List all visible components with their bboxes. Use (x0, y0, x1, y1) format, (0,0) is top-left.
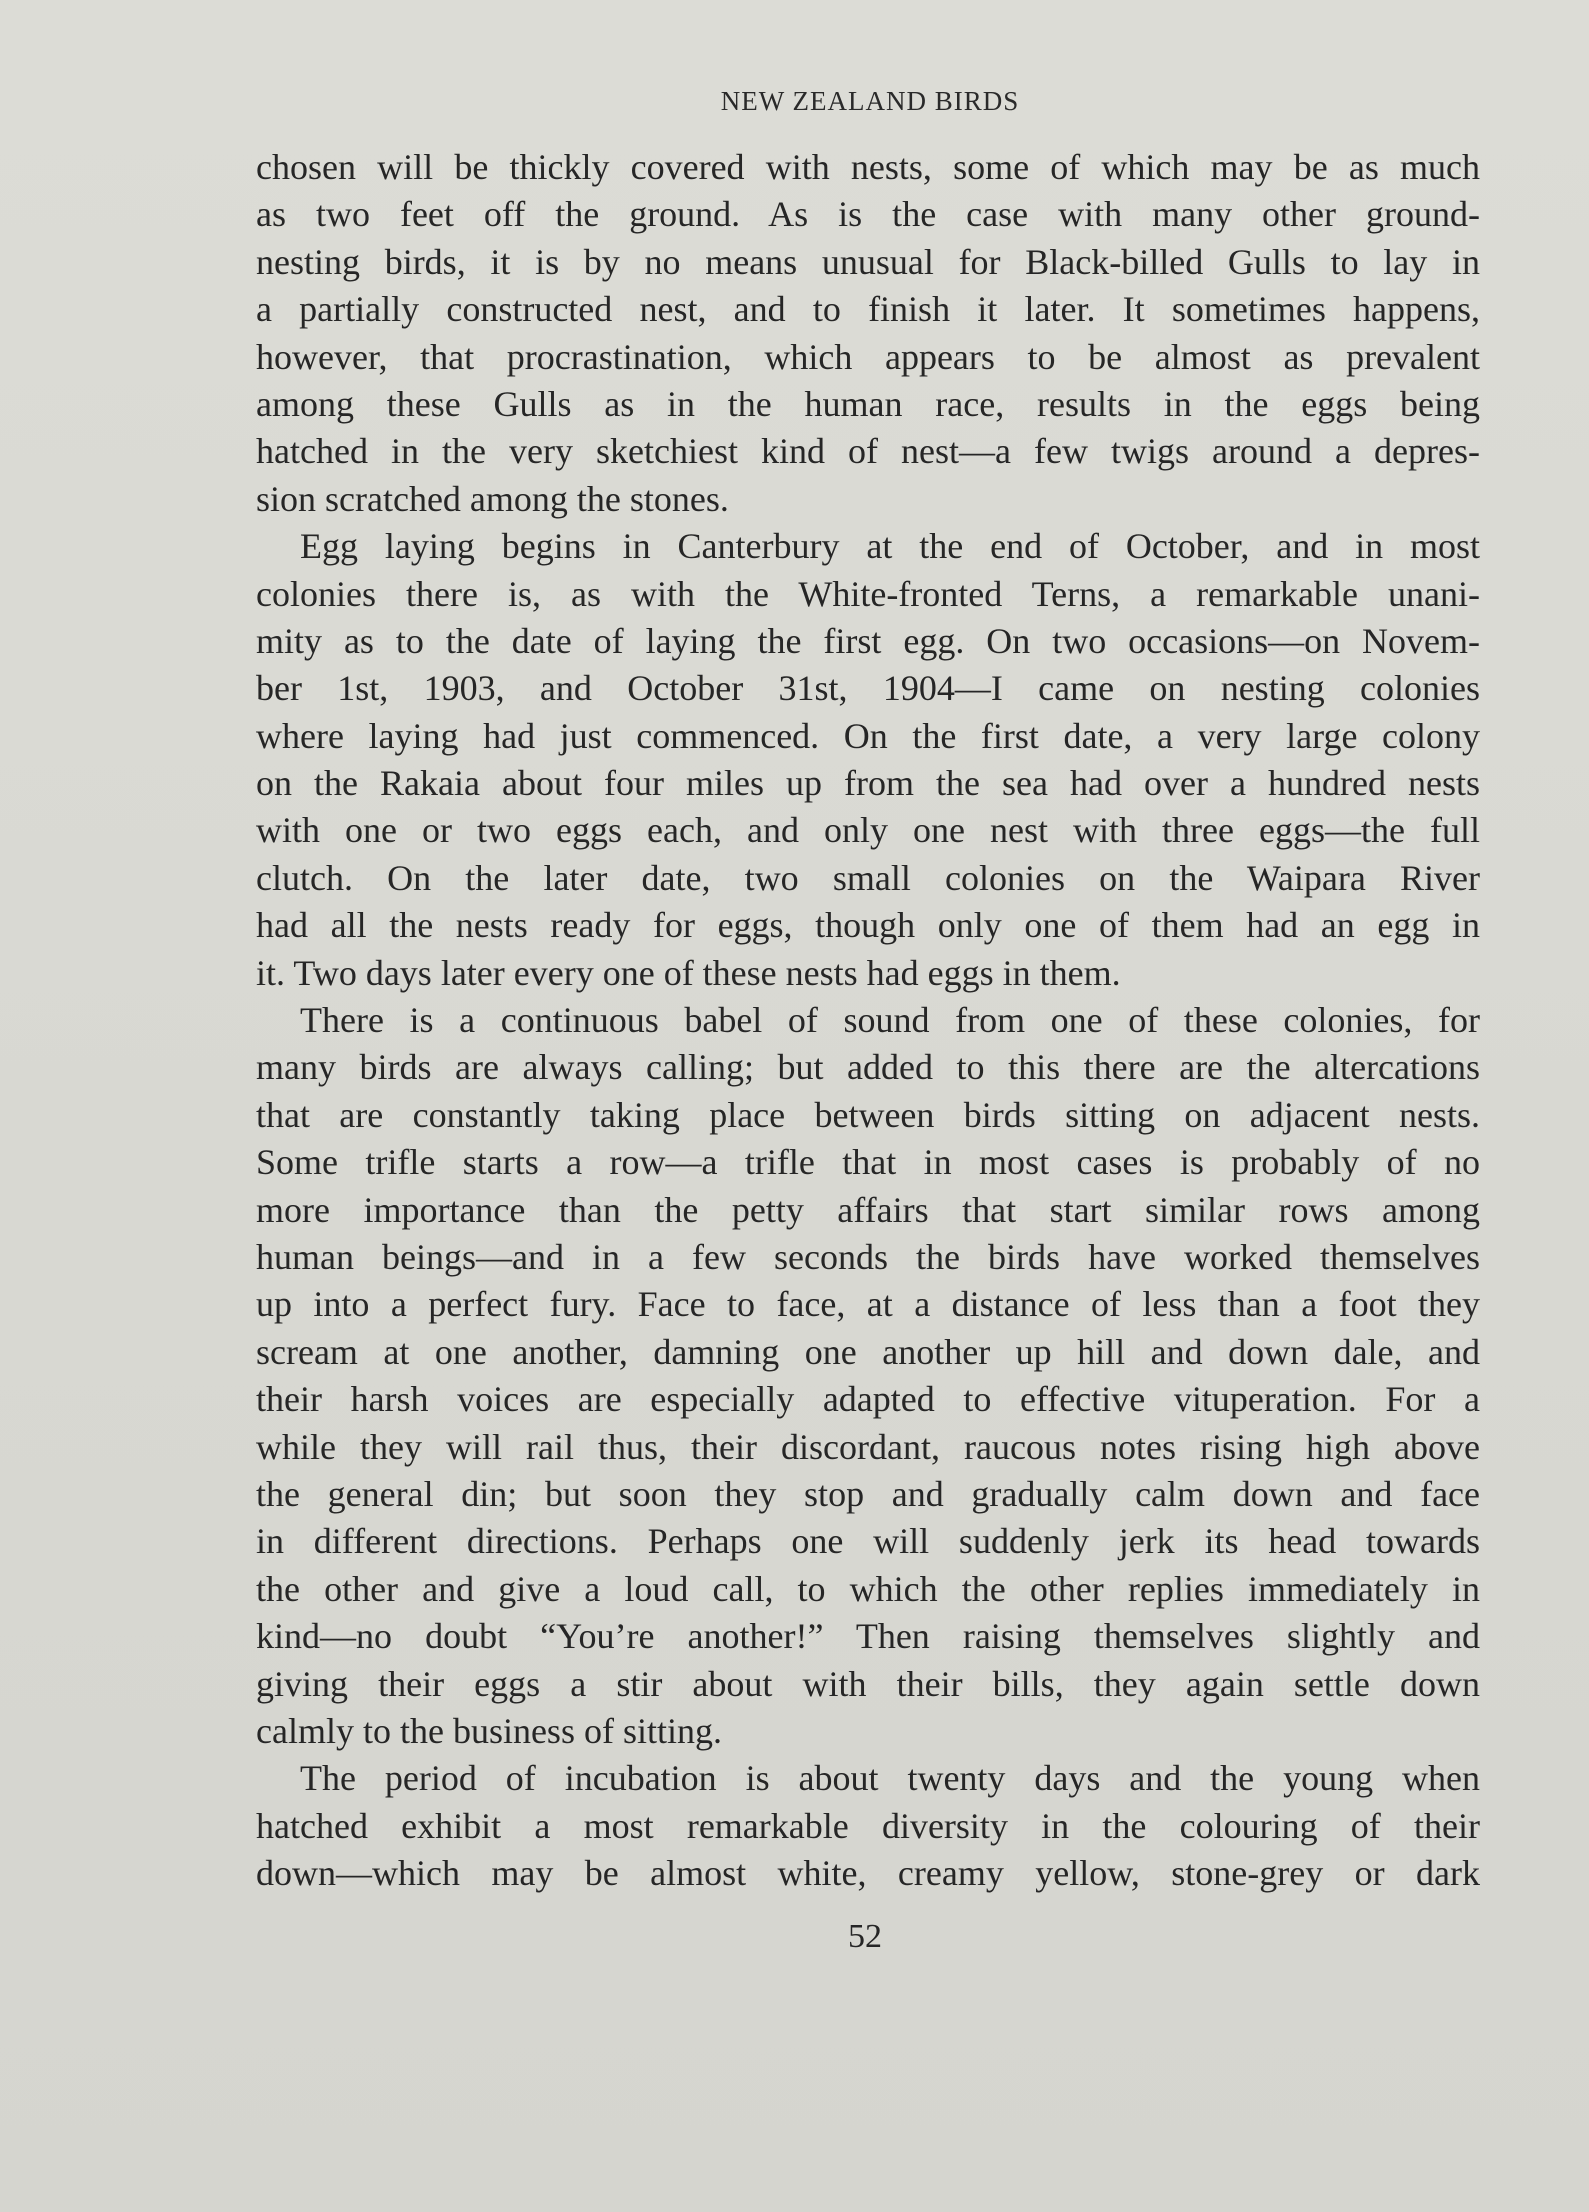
text-line: The period of incubation is about twenty days and the young when (300, 1758, 1480, 1799)
text-line: with one or two eggs each, and only one nest with three eggs—the full (256, 810, 1480, 851)
text-line: however, that procrastination, which appears to be almost as prevalent (256, 336, 1480, 377)
running-head: NEW ZEALAND BIRDS (720, 86, 1020, 116)
text-line: colonies there is, as with the White-fronted Terns, a remarkable unani- (256, 573, 1480, 614)
text-line: mity as to the date of laying the first egg. On two occasions—on Novem- (256, 620, 1480, 661)
text-line: calmly to the business of sitting. (256, 1710, 722, 1751)
text-line: scream at one another, damning one another up hill and down dale, and (256, 1331, 1480, 1372)
text-line: as two feet off the ground. As is the case with many other ground- (256, 194, 1480, 235)
text-line: Egg laying begins in Canterbury at the end of October, and in most (300, 526, 1480, 567)
text-line: among these Gulls as in the human race, results in the eggs being (256, 383, 1480, 424)
text-line: the other and give a loud call, to which the other replies immediately in (256, 1568, 1480, 1609)
text-line: many birds are always calling; but added to this there are the altercations (256, 1047, 1480, 1088)
text-line: more importance than the petty affairs that start similar rows among (256, 1189, 1480, 1230)
text-line: down—which may be almost white, creamy yellow, stone-grey or dark (256, 1853, 1480, 1894)
text-line: There is a continuous babel of sound from one of these colonies, for (300, 1000, 1480, 1041)
text-line: chosen will be thickly covered with nests, some of which may be as much (256, 147, 1480, 187)
text-line: giving their eggs a stir about with their bills, they again settle down (256, 1663, 1480, 1704)
text-line: in different directions. Perhaps one will suddenly jerk its head towards (256, 1521, 1480, 1562)
text-line: where laying had just commenced. On the first date, a very large colony (256, 715, 1480, 756)
text-line: human beings—and in a few seconds the birds have worked themselves (256, 1236, 1480, 1277)
text-line: had all the nests ready for eggs, though only one of them had an egg in (256, 905, 1480, 946)
body-text (256, 144, 1480, 1897)
text-line: hatched exhibit a most remarkable diversity in the colouring of their (256, 1805, 1480, 1846)
text-line: Some trifle starts a row—a trifle that in most cases is probably of no (256, 1142, 1480, 1183)
text-line: a partially constructed nest, and to finish it later. It sometimes happens, (256, 289, 1480, 330)
text-line: that are constantly taking place between birds sitting on adjacent nests. (256, 1094, 1480, 1135)
text-line: on the Rakaia about four miles up from the sea had over a hundred nests (256, 763, 1480, 804)
text-line: kind—no doubt “You’re another!” Then raising themselves slightly and (256, 1616, 1480, 1657)
text-line: the general din; but soon they stop and gradually calm down and face (256, 1473, 1480, 1514)
text-line: it. Two days later every one of these nests had eggs in them. (256, 952, 1121, 993)
text-line: while they will rail thus, their discordant, raucous notes rising high above (256, 1426, 1480, 1467)
text-line: ber 1st, 1903, and October 31st, 1904—I came on nesting colonies (256, 668, 1480, 709)
text-line: their harsh voices are especially adapted to effective vituperation. For a (256, 1379, 1480, 1420)
text-line: clutch. On the later date, two small colonies on the Waipara River (256, 857, 1480, 898)
text-line: sion scratched among the stones. (256, 478, 729, 519)
page-number: 52 (848, 1918, 882, 1955)
text-line: hatched in the very sketchiest kind of nest—a few twigs around a depres- (256, 431, 1480, 472)
text-line: nesting birds, it is by no means unusual for Black-billed Gulls to lay in (256, 241, 1480, 282)
text-line: up into a perfect fury. Face to face, at a distance of less than a foot they (256, 1284, 1480, 1325)
